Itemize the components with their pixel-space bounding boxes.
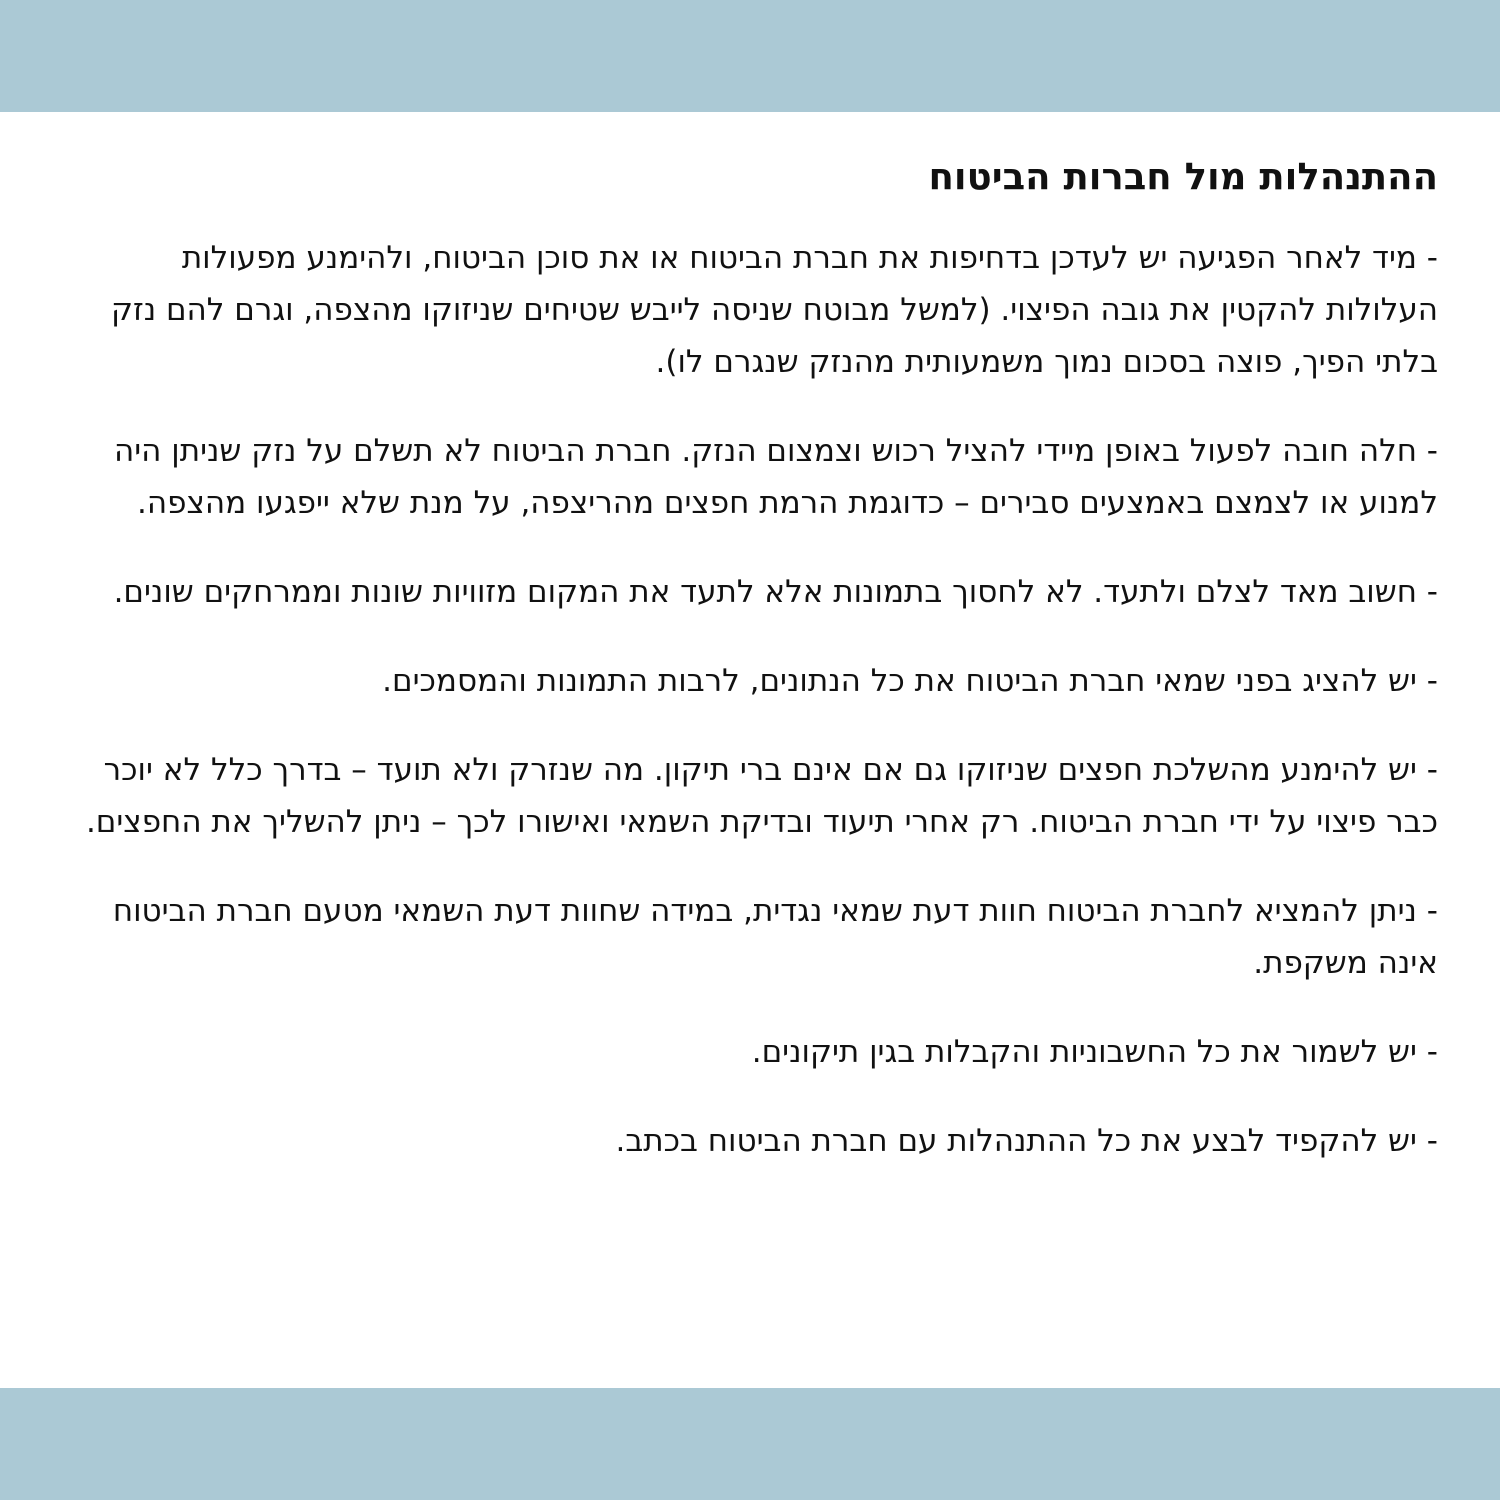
paragraph-report-immediately: - מיד לאחר הפגיעה יש לעדכן בדחיפות את חברת הביטוח או את סוכן הביטוח, ולהימנע מפעולות העלולות להקטין את גובה הפיצוי. (למשל מבוטח שניסה לייבש שטיחים שניזוקו מהצפה, וגרם להם נזק בלתי הפיך, פוצה בסכום נמוך משמעותית מהנזק שנגרם לו). — [110, 240, 1438, 380]
paragraph-photograph-document: - חשוב מאד לצלם ולתעד. לא לחסוך בתמונות אלא לתעד את המקום מזוויות שונות וממרחקים שונים. — [113, 574, 1438, 610]
document-body — [0, 112, 1500, 1388]
bottom-decorative-band — [0, 1388, 1500, 1500]
paragraph-do-not-discard: - יש להימנע מהשלכת חפצים שניזוקו גם אם אינם ברי תיקון. מה שנזרק ולא תועד – בדרך כלל לא יוכר כבר פיצוי על ידי חברת הביטוח. רק אחרי תיעוד ובדיקת השמאי ואישורו לכך – ניתן להשליך את החפצים. — [85, 752, 1438, 840]
top-decorative-band — [0, 0, 1500, 112]
paragraph-in-writing: - יש להקפיד לבצע את כל ההתנהלות עם חברת הביטוח בכתב. — [615, 1123, 1438, 1159]
paragraph-minimize-damage: - חלה חובה לפעול באופן מיידי להציל רכוש וצמצום הנזק. חברת הביטוח לא תשלם על נזק שניתן היה למנוע או לצמצם באמצעים סבירים – כדוגמת הרמת חפצים מהריצפה, על מנת שלא ייפגעו מהצפה. — [113, 433, 1438, 521]
paragraph-present-to-appraiser: - יש להציג בפני שמאי חברת הביטוח את כל הנתונים, לרבות התמונות והמסמכים. — [382, 663, 1438, 699]
paragraph-counter-appraisal: - ניתן להמציא לחברת הביטוח חוות דעת שמאי נגדית, במידה שחוות דעת השמאי מטעם חברת הביטוח אינה משקפת. — [112, 893, 1438, 981]
document-title: ההתנהלות מול חברות הביטוח — [928, 155, 1438, 198]
paragraph-keep-receipts: - יש לשמור את כל החשבוניות והקבלות בגין תיקונים. — [751, 1034, 1438, 1070]
